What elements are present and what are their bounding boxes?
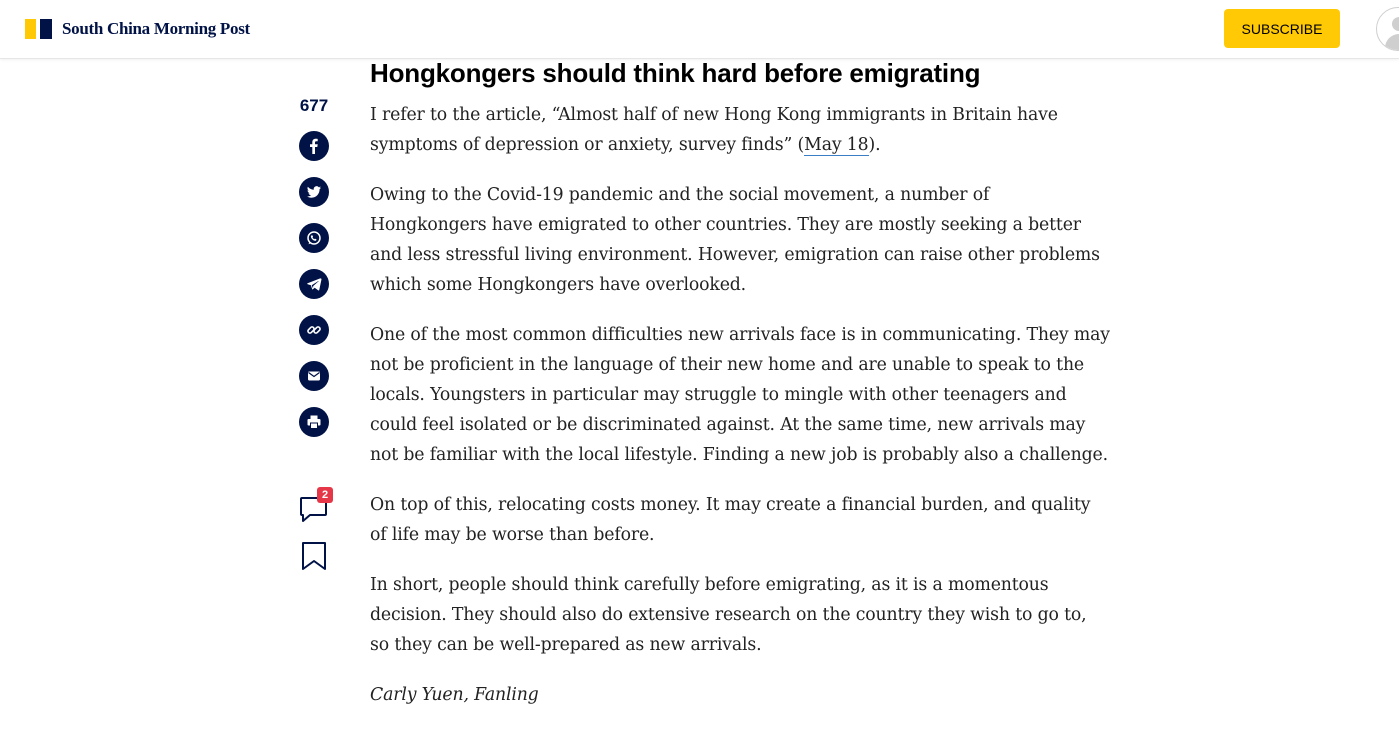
link-icon[interactable] — [299, 315, 329, 345]
facebook-icon[interactable] — [299, 131, 329, 161]
telegram-icon[interactable] — [299, 269, 329, 299]
print-icon[interactable] — [299, 407, 329, 437]
logo-mark — [25, 19, 52, 39]
paragraph-1: I refer to the article, “Almost half of new Hong Kong immigrants in Britain have symptoms of depression or anxiety, survey finds” (May 18). — [370, 105, 1058, 155]
whatsapp-icon[interactable] — [299, 223, 329, 253]
article-body — [370, 100, 1110, 730]
subscribe-button[interactable]: SUBSCRIBE — [1224, 9, 1340, 48]
article-headline: Hongkongers should think hard before emigrating — [370, 58, 981, 88]
referenced-article-link[interactable]: May 18 — [804, 135, 869, 155]
bookmark-icon[interactable] — [300, 541, 328, 571]
author-signature: Carly Yuen, Fanling — [370, 685, 539, 705]
email-icon[interactable] — [299, 361, 329, 391]
site-header — [0, 0, 1399, 59]
scmp-logo[interactable] — [25, 19, 250, 39]
user-avatar-icon[interactable] — [1376, 7, 1399, 51]
share-count: 677 — [299, 96, 329, 115]
paragraph-3: One of the most common difficulties new arrivals face is in communicating. They may not be proficient in the language of their new home and are unable to speak to the locals. Youngsters in particular may struggle to mingle with other teenagers and could feel isolated or be discriminated against. At the same time, new arrivals may not be familiar with the local lifestyle. Finding a new job is probably also a challenge. — [370, 325, 1110, 465]
paragraph-5: In short, people should think carefully before emigrating, as it is a momentous decision. They should also do extensive research on the country they wish to go to, so they can be well-prepared as new arrivals. — [370, 575, 1087, 655]
logo-text: South China Morning Post — [62, 19, 250, 38]
paragraph-4: On top of this, relocating costs money. It may create a financial burden, and quality of life may be worse than before. — [370, 495, 1091, 545]
twitter-icon[interactable] — [299, 177, 329, 207]
paragraph-2: Owing to the Covid-19 pandemic and the social movement, a number of Hongkongers have emigrated to other countries. They are mostly seeking a better and less stressful living environment. However, emigration can raise other problems which some Hongkongers have overlooked. — [370, 185, 1100, 295]
comment-count-badge: 2 — [317, 487, 333, 503]
